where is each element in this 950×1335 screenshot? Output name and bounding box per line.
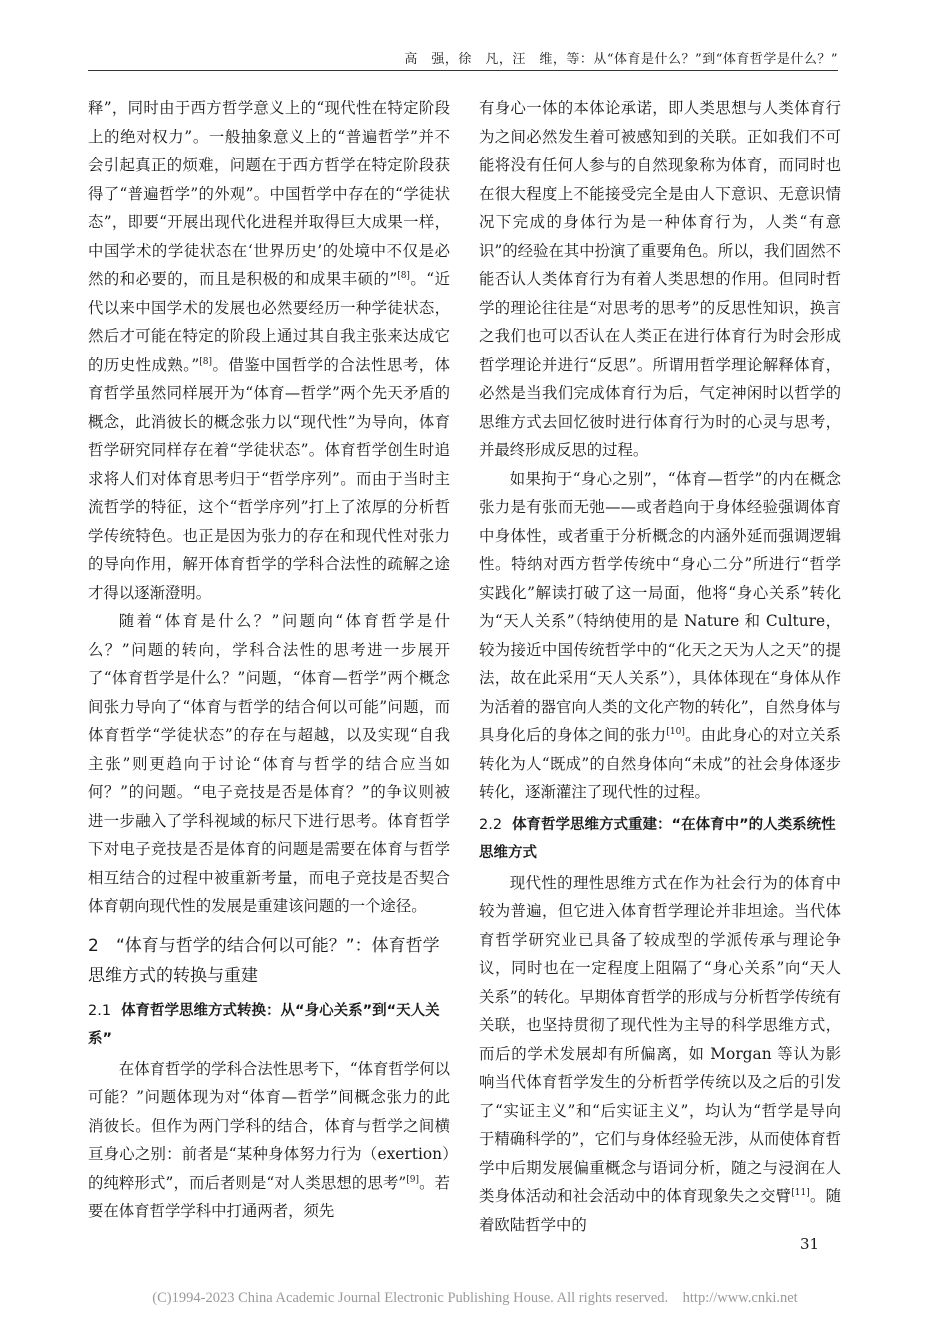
section-heading-2-1	[88, 997, 450, 1053]
section-title: 体育哲学思维方式转换：从“身心关系”到“天人关系”	[88, 1002, 440, 1047]
section-heading-2-2	[479, 811, 841, 867]
citation: [8]	[397, 271, 410, 281]
citation: [9]	[406, 1174, 419, 1185]
section-number: 2.2	[479, 816, 503, 833]
left-column	[88, 94, 450, 1226]
copyright-footer: (C)1994-2023 China Academic Journal Electronic Publishing House. All rights reserved. http://www.cnki.net	[152, 1290, 798, 1306]
header-rule	[88, 70, 838, 71]
running-header: 高 强，徐 凡，汪 维，等：从“体育是什么？”到“体育哲学是什么？”	[404, 52, 838, 67]
paragraph	[88, 94, 450, 607]
section-number: 2.1	[88, 1002, 112, 1019]
citation: [10]	[666, 727, 685, 737]
right-column	[479, 94, 841, 1239]
paragraph: 随着“体育是什么？”问题向“体育哲学是什么？”问题的转向，学科合法性的思考进一步展开了“体育哲学是什么？”问题，“体育—哲学”两个概念间张力导向了“体育与哲学的结合何以可能”问题，而体育哲学“学徒状态”的存在与超越，以及实现“自我主张”则更趋向于讨论“体育与哲学的结合应当如何？”的问题。“电子竞技是否是体育？”的争议则被进一步融入了学科视域的标尺下进行思考。体育哲学下对电子竞技是否是体育的问题是需要在体育与哲学相互结合的过程中被重新考量，而电子竞技是否契合体育朝向现代性的发展是重建该问题的一个途径。	[88, 612, 450, 915]
paragraph	[479, 465, 841, 807]
paragraph-text: 。若要在体育哲学学科中打通两者，须先	[88, 1173, 450, 1220]
section-heading-2	[88, 931, 450, 991]
paragraph-text: 现代性的理性思维方式在作为社会行为的体育中较为普遍，但它进入体育哲学理论并非坦途。当代体育哲学研究业已具备了较成型的学派传承与理论争议，同时也在一定程度上阻隔了“身心关系”向“天人关系”的转化。早期体育哲学的形成与分析哲学传统有关联，也坚持贯彻了现代性为主导的科学思维方式，而后的学术发展却有所偏离，如 Morgan 等认为影响当代体育哲学发生的分析哲学传统以及之后的引发了“实证主义”和“后实证主义”，均认为“哲学是导向于精确科学的”，它们与身体经验无涉，从而使体育哲学中后期发展偏重概念与语词分析，随之与浸润在人类身体活动和社会活动中的体育现象失之交臂	[479, 873, 841, 1205]
paragraph-text: 如果拘于“身心之别”，“体育—哲学”的内在概念张力是有张而无弛——或者趋向于身体经验强调体育中身体性，或者重于分析概念的内涵外延而强调逻辑性。特纳对西方哲学传统中“身心二分”所进行“哲学实践化”解读打破了这一局面，他将“身心关系”转化为“天人关系”（特纳使用的是 Nature 和 Culture，较为接近中国传统哲学中的“化天之天为人之天”的提法，故在此采用“天人关系”），具体体现在“身体从作为活着的器官向人类的文化产物的转化”，自然身体与具身化后的身体之间的张力	[479, 469, 841, 744]
paragraph	[479, 869, 841, 1240]
paragraph-text: 。随着欧陆哲学中的	[479, 1187, 841, 1234]
paragraph-text: 。由此身心的对立关系转化为人“既成”的自然身体向“未成”的社会身体逐步转化，逐渐灌注了现代性的过程。	[479, 726, 841, 801]
citation: [11]	[791, 1188, 810, 1198]
paragraph-text: 。“近代以来中国学术的发展也必然要经历一种学徒状态，然后才可能在特定的阶段上通过其自我主张来达成它的历史性成熟。”	[88, 270, 450, 374]
paragraph: 有身心一体的本体论承诺，即人类思想与人类体育行为之间必然发生着可被感知到的关联。正如我们不可能将没有任何人参与的自然现象称为体育，而同时也在很大程度上不能接受完全是由人下意识、无意识情况下完成的身体行为是一种体育行为，人类“有意识”的经验在其中扮演了重要角色。所以，我们固然不能否认人类体育行为有着人类思想的作用。但同时哲学的理论往往是“对思考的思考”的反思性知识，换言之我们也可以否认在人类正在进行体育行为时会形成哲学理论并进行“反思”。所谓用哲学理论解释体育，必然是当我们完成体育行为后，气定神闲时以哲学的思维方式去回忆彼时进行体育行为时的心灵与思考，并最终形成反思的过程。	[479, 99, 841, 459]
citation: [8]	[199, 356, 212, 367]
paragraph-text: 在体育哲学的学科合法性思考下，“体育哲学何以可能？”问题体现为对“体育—哲学”间概念张力的此消彼长。但作为两门学科的结合，体育与哲学之间横亘身心之别：前者是“某种身体努力行为（exertion）的纯粹形式”，而后者则是“对人类思想的思考”	[88, 1059, 450, 1192]
section-number: 2	[88, 935, 99, 956]
paragraph	[88, 1055, 450, 1226]
paragraph-text: 。借鉴中国哲学的合法性思考，体育哲学虽然同样展开为“体育—哲学”两个先天矛盾的概念，此消彼长的概念张力以“现代性”为导向，体育哲学研究同样存在着“学徒状态”。体育哲学创生时追求将人们对体育思考归于“哲学序列”。而由于当时主流哲学的特征，这个“哲学序列”打上了浓厚的分析哲学传统特色。也正是因为张力的存在和现代性对张力的导向作用，解开体育哲学的学科合法性的疏解之途才得以逐渐澄明。	[88, 355, 450, 602]
page-number: 31	[800, 1235, 820, 1253]
section-title: “体育与哲学的结合何以可能？”：体育哲学思维方式的转换与重建	[88, 935, 440, 986]
paragraph-text: 释”，同时由于西方哲学意义上的“现代性在特定阶段上的绝对权力”。一般抽象意义上的“普遍哲学”并不会引起真正的烦难，问题在于西方哲学在特定阶段获得了“普遍哲学”的外观”。中国哲学中存在的“学徒状态”，即要“开展出现代化进程并取得巨大成果一样，中国学术的学徒状态在‘世界历史’的处境中不仅是必然的和必要的，而且是积极的和成果丰硕的”	[88, 99, 450, 288]
section-title: 体育哲学思维方式重建：“在体育中”的人类系统性思维方式	[479, 816, 836, 861]
